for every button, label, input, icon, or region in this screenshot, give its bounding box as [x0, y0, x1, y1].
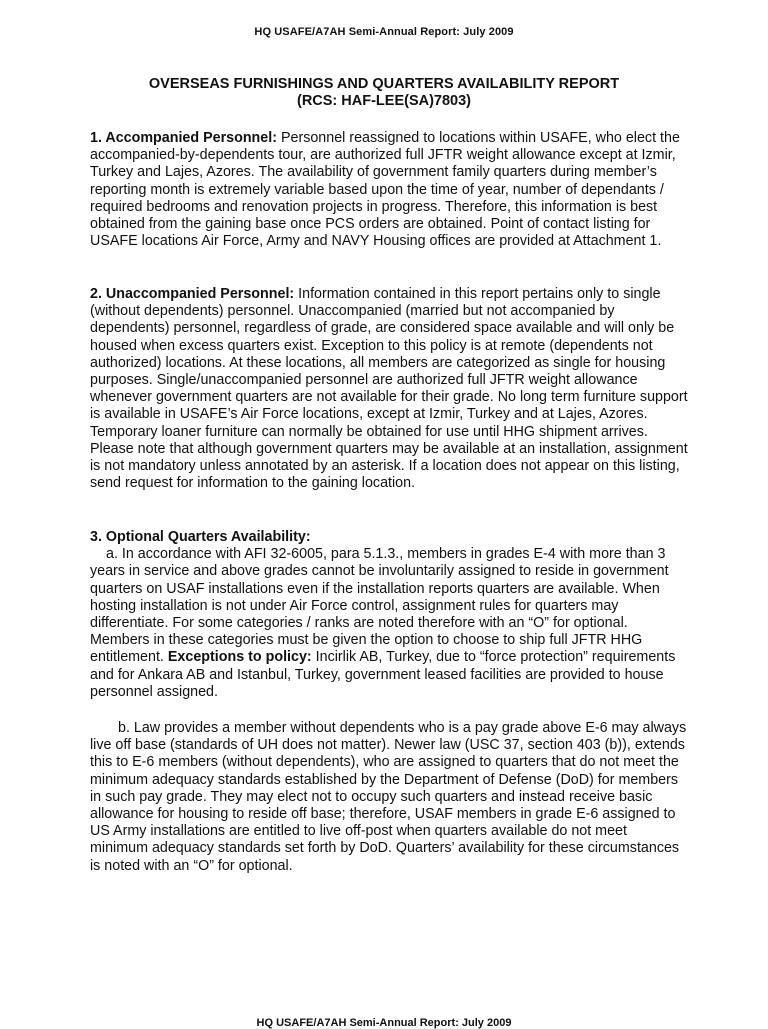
paragraph-text: a. In accordance with AFI 32-6005, para 5.1.3., members in grades E-4 with more than 3 years in service and above grades cannot be involuntarily assigned to reside in government quarters on USAF installations even if the installation reports quarters are available. When hosting installation is not under Air Force control, assignment rules for quarters may differentiate. For some categories / ranks are noted therefore with an “O” for optional. Members in these categories must be given the option to choose to ship full JFTR HHG entitlement.	[90, 546, 669, 666]
section-unaccompanied-personnel	[90, 286, 688, 492]
paragraph-text: Incirlik AB, Turkey, due to “force protection” requirements and for Ankara AB and Istanbul, Turkey, government leased facilities are provided to house personnel assigned.	[90, 649, 676, 700]
paragraph-b	[90, 720, 688, 875]
section-heading: 3. Optional Quarters Availability:	[90, 529, 311, 545]
section-optional-quarters-b	[90, 720, 688, 875]
paragraph	[90, 286, 688, 492]
report-title-line2: (RCS: HAF-LEE(SA)7803)	[296, 93, 471, 109]
paragraph-text: Information contained in this report pertains only to single (without dependents) personnel. Unaccompanied (married but not accompanied by dependents) personnel, regardless of grade, are considered space available and will only be housed when excess quarters exist. Exception to this policy is at remote (dependents not authorized) locations. At these locations, all members are categorized as single for housing purposes. Single/unaccompanied personnel are authorized full JFTR weight allowance whenever government quarters are not available for their grade. No long term furniture support is available in USAFE’s Air Force locations, except at Izmir, Turkey and at Lajes, Azores. Temporary loaner furniture can normally be obtained for use until HHG shipment arrives. Please note that although government quarters may be available at an installation, assignment is not mandatory unless annotated by an asterisk. If a location does not appear on this listing, send request for information to the gaining location.	[90, 286, 688, 492]
section-accompanied-personnel	[90, 130, 688, 250]
section-heading: 2. Unaccompanied Personnel:	[90, 286, 295, 302]
paragraph-a	[90, 546, 688, 701]
report-title	[0, 76, 768, 110]
section-optional-quarters	[90, 529, 688, 701]
section-heading-line	[90, 529, 688, 546]
running-header: HQ USAFE/A7AH Semi-Annual Report: July 2009	[254, 26, 514, 38]
paragraph-text: Personnel reassigned to locations within USAFE, who elect the accompanied-by-dependents tour, are authorized full JFTR weight allowance except at Izmir, Turkey and Lajes, Azores. The availability of government family quarters during member’s reporting month is extremely variable based upon the time of year, number of dependants / required bedrooms and renovation projects in progress. Therefore, this information is best obtained from the gaining base once PCS orders are obtained. Point of contact listing for USAFE locations Air Force, Army and NAVY Housing offices are provided at Attachment 1.	[90, 130, 680, 250]
running-footer: HQ USAFE/A7AH Semi-Annual Report: July 2009	[256, 1017, 512, 1029]
report-title-line1: OVERSEAS FURNISHINGS AND QUARTERS AVAILABILITY REPORT	[148, 76, 620, 92]
exceptions-label: Exceptions to policy:	[167, 649, 312, 666]
paragraph-text: b. Law provides a member without dependents who is a pay grade above E-6 may always live off base (standards of UH does not matter). Newer law (USC 37, section 403 (b)), extends this to E-6 members (without dependents), who are assigned to quarters that do not meet the minimum adequacy standards established by the Department of Defense (DoD) for members in such pay grade. They may elect not to occupy such quarters and instead receive basic allowance for housing to reside off base; therefore, USAF members in grade E-6 assigned to US Army installations are entitled to live off-post when quarters available do not meet minimum adequacy standards set forth by DoD. Quarters’ availability for these circumstances is noted with an “O” for optional.	[90, 720, 687, 874]
section-heading: 1. Accompanied Personnel:	[90, 130, 277, 146]
paragraph	[90, 130, 688, 250]
